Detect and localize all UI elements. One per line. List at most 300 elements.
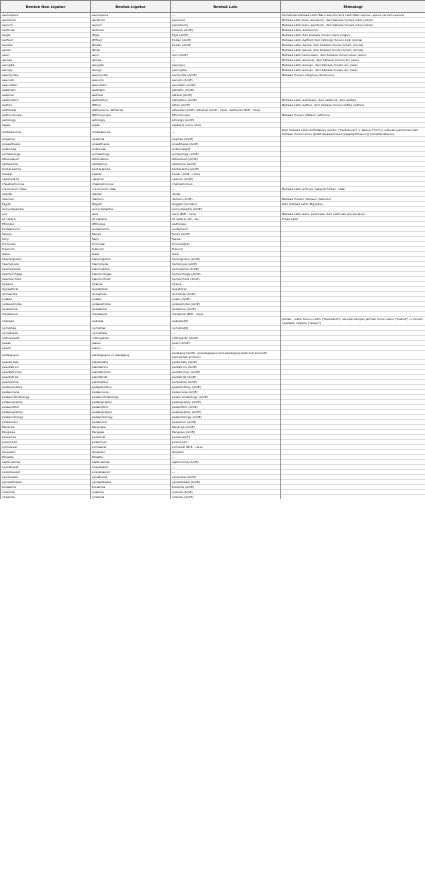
cell-ligature: pædiatrist: [91, 375, 171, 380]
cell-ligature: pædophile: [91, 380, 171, 385]
header-etymology[interactable]: Etimologi: [281, 1, 425, 13]
cell-other-form: hyena: [171, 282, 281, 287]
cell-non-ligature: aedicule: [1, 28, 91, 33]
cell-other-form: Eolian (AmE): [171, 38, 281, 43]
cell-etymology: Bahasa Latin baru aecidium, dari bahasa Yunani oikio (oikia): [281, 18, 425, 23]
cell-non-ligature: caesium[3]: [1, 177, 91, 182]
cell-non-ligature: Aeolian: [1, 43, 91, 48]
cell-other-form: paleocene (AmE): [171, 390, 281, 395]
table-row: [1, 128, 425, 137]
cell-other-form: Gaia: [171, 252, 281, 257]
cell-non-ligature: Eudaemonic: [1, 227, 91, 232]
cell-ligature: hæmophilia: [91, 267, 171, 272]
cell-non-ligature: primaeval: [1, 445, 91, 450]
cell-etymology: Bahasa Latin Aeolis, dari bahasa Yunani Aἰολίς (Aiolis): [281, 43, 425, 48]
cell-other-form: faerie: [171, 237, 281, 242]
cell-non-ligature: synaeresis: [1, 475, 91, 480]
cell-etymology: Bahasa Latin aera, perkiraan dari Latin æs (plural æra): [281, 212, 425, 217]
cell-ligature: hæmoglobin: [91, 257, 171, 262]
cell-ligature: hyæna: [91, 282, 171, 287]
cell-non-ligature: era: [1, 212, 91, 217]
cell-ligature: orthopædic: [91, 336, 171, 341]
cell-ligature: Pangæa: [91, 430, 171, 435]
cell-other-form: Eolian (AmE): [171, 43, 281, 48]
cell-ligature: palæolithic: [91, 405, 171, 410]
cell-non-ligature: bacteraemia: [1, 167, 91, 172]
cell-non-ligature: aeschynite: [1, 73, 91, 78]
cell-non-ligature: daedal: [1, 192, 91, 197]
table-body: [1, 13, 425, 500]
cell-non-ligature: haemorrhage: [1, 272, 91, 277]
cell-non-ligature: Pangaea: [1, 430, 91, 435]
cell-non-ligature: praemium: [1, 440, 91, 445]
cell-non-ligature: archaeology: [1, 152, 91, 157]
cell-non-ligature: judaeophobe: [1, 302, 91, 307]
cell-non-ligature: orthopaedic: [1, 336, 91, 341]
cell-ligature: Athenæum: [91, 157, 171, 162]
cell-ligature: septicæmia: [91, 460, 171, 465]
cell-other-form: eudemonic: [171, 227, 281, 232]
cell-non-ligature: nebulae: [1, 317, 91, 326]
cell-other-form: cesium (AmE): [171, 177, 281, 182]
cell-other-form: (aecidium): [171, 23, 281, 28]
cell-other-form: demon (AmE): [171, 197, 281, 202]
cell-non-ligature: palaeocene: [1, 390, 91, 395]
cell-non-ligature: paeon: [1, 346, 91, 351]
cell-non-ligature: nymphae: [1, 326, 91, 331]
cell-etymology: Bahasa Latin baru aecidium, dari bahasa Yunani oikio (oikia): [281, 23, 425, 28]
cell-non-ligature: aesthetic: [1, 88, 91, 93]
cell-other-form: nebulas[5]: [171, 317, 281, 326]
cell-non-ligature: Panacea: [1, 425, 91, 430]
cell-other-form: —: [171, 470, 281, 475]
cell-other-form: azotemia (AmE): [171, 162, 281, 167]
cell-other-form: chetophorous: [171, 182, 281, 187]
cell-other-form: hemolysis (AmE): [171, 262, 281, 267]
cell-other-form: paleobotany (AmE): [171, 385, 281, 390]
cell-etymology: Bahasa Latin lama aeon, dari bahasa Yunani αἰών (aion).: [281, 53, 425, 58]
cell-non-ligature: encyclopaedia: [1, 207, 91, 212]
cell-other-form: hemoglobin (AmE): [171, 257, 281, 262]
cell-other-form: et cetera, etc., &c.: [171, 217, 281, 222]
cell-ligature: Æther: [91, 103, 171, 108]
cell-etymology: Bahasa Latin artinya 'riwayat hidup', vitæ: [281, 187, 425, 192]
cell-other-form: —: [171, 346, 281, 351]
cell-other-form: primeval (BrE - rare): [171, 445, 281, 450]
cell-other-form: ischemia (AmE): [171, 292, 281, 297]
cell-ligature: personæ: [91, 435, 171, 440]
cell-ligature: pæon: [91, 346, 171, 351]
cell-non-ligature: Aegis: [1, 33, 91, 38]
cell-non-ligature: anaesthesia: [1, 142, 91, 147]
cell-non-ligature: paediatrist: [1, 375, 91, 380]
cell-non-ligature: palaeoclimatology: [1, 395, 91, 400]
cell-other-form: hypethral: [171, 287, 281, 292]
cell-ligature: nymphæa: [91, 331, 171, 336]
cell-etymology: Bahasa Latin aether, dari bahasa Yunani αἰθήρ (aither): [281, 103, 425, 108]
cell-ligature: pædiatrics: [91, 365, 171, 370]
cell-other-form: —: [171, 455, 281, 460]
cell-ligature: anæmia: [91, 137, 171, 142]
cell-other-form: archeology (AmE): [171, 152, 281, 157]
cell-non-ligature: haemorrhoid: [1, 277, 91, 282]
cell-non-ligature: ischaemia: [1, 292, 91, 297]
cell-ligature: palæontology: [91, 415, 171, 420]
cell-other-form: Panacea (AmE): [171, 425, 281, 430]
cell-other-form: eschynite (AmE): [171, 73, 281, 78]
cell-other-form: viremia (AmE): [171, 495, 281, 500]
cell-non-ligature: paediatrics: [1, 365, 91, 370]
header-ligature[interactable]: Bentuk Ligatur: [91, 1, 171, 13]
cell-ligature: hypæthral: [91, 287, 171, 292]
cell-other-form: Cesar (AmE - rare): [171, 172, 281, 177]
cell-other-form: feces (AmE): [171, 232, 281, 237]
cell-ligature: æstivation: [91, 98, 171, 103]
cell-other-form: formulas[4]: [171, 242, 281, 247]
cell-other-form: ether (AmE): [171, 103, 281, 108]
cell-ligature: hæmorrhage: [91, 272, 171, 277]
cell-other-form: nymphs[6]: [171, 326, 281, 331]
cell-other-form: Ethrioscope: [171, 113, 281, 118]
cell-etymology: Bahasa Latin aerosus, dari bahasa Yunani αἰς (aes): [281, 58, 425, 63]
cell-non-ligature: daemon: [1, 197, 91, 202]
cell-other-form: algas[1] (very rare): [171, 123, 281, 128]
cell-non-ligature: uraemia: [1, 490, 91, 495]
cell-other-form: —: [171, 465, 281, 470]
cell-non-ligature: toxaemia: [1, 485, 91, 490]
cell-non-ligature: palaeography: [1, 400, 91, 405]
cell-non-ligature: Aether: [1, 103, 91, 108]
cell-ligature: scarabæid: [91, 465, 171, 470]
cell-ligature: Ægypt: [91, 202, 171, 207]
cell-etymology: Bahasa Latin aerugo, dari bahasa Yunani αἰς (aes): [281, 68, 425, 73]
cell-non-ligature: chaetophorous: [1, 182, 91, 187]
cell-other-form: —: [171, 331, 281, 336]
cell-non-ligature: palaeobotany: [1, 385, 91, 390]
cell-ligature: viræmia: [91, 495, 171, 500]
cell-non-ligature: haemolysis: [1, 262, 91, 267]
cell-non-ligature: palaeontology: [1, 415, 91, 420]
cell-other-form: praemium: [171, 440, 281, 445]
cell-other-form: pederasty (AmE): [171, 360, 281, 365]
cell-non-ligature: aeciospore: [1, 13, 91, 18]
cell-ligature: Ælfred: [91, 38, 171, 43]
cell-etymology: Bahasa Yunani αἴθριον (athrion): [281, 113, 425, 118]
cell-other-form: esculin (AmE): [171, 78, 281, 83]
cell-other-form: paleoclimatology (AmE): [171, 395, 281, 400]
cell-other-form: Pangaea (AmE): [171, 430, 281, 435]
cell-other-form: Aethiopia: [171, 222, 281, 227]
header-other-form[interactable]: Bentuk Lain: [171, 1, 281, 13]
cell-ligature: færy: [91, 237, 171, 242]
cell-ligature: æthereal or ætherial: [91, 108, 171, 113]
cell-etymology: Bahasa Latin aestivare, dari aestivus, dari aestas: [281, 98, 425, 103]
cell-non-ligature: antennae: [1, 147, 91, 152]
cell-ligature: palæography: [91, 410, 171, 415]
cell-ligature: Æolis: [91, 48, 171, 53]
cell-ligature: palæoclimatology: [91, 395, 171, 400]
cell-non-ligature: ambilaevous: [1, 128, 91, 137]
cell-non-ligature: Aeolis: [1, 48, 91, 53]
cell-ligature: judæophobe: [91, 302, 171, 307]
cell-non-ligature: aerugo: [1, 68, 91, 73]
cell-ligature: æschynite: [91, 73, 171, 78]
cell-other-form: paleontology (AmE): [171, 415, 281, 420]
cell-non-ligature: scarabaeoid: [1, 470, 91, 475]
cell-other-form: antennas[2]: [171, 147, 281, 152]
cell-ligature: ærose: [91, 58, 171, 63]
cell-non-ligature: formulae: [1, 242, 91, 247]
cell-other-form: paleography (AmE): [171, 410, 281, 415]
cell-non-ligature: aesculetin: [1, 83, 91, 88]
cell-non-ligature: Ethiopia: [1, 222, 91, 227]
table-row: [1, 317, 425, 326]
cell-other-form: synesthesia (AmE): [171, 480, 281, 485]
cell-ligature: æsculin: [91, 78, 171, 83]
cell-non-ligature: paean: [1, 341, 91, 346]
cell-non-ligature: personae: [1, 435, 91, 440]
cell-other-form: pedagog (AmE), (paedagogue and paedagog exist but are both somewhat archaic): [171, 351, 281, 360]
cell-ligature: frænum: [91, 247, 171, 252]
cell-non-ligature: aeon: [1, 53, 91, 58]
cell-ligature: æsculetin: [91, 83, 171, 88]
cell-other-form: Questor: [171, 450, 281, 455]
cell-other-form: —: [171, 48, 281, 53]
cell-other-form: paleozoic (AmE): [171, 420, 281, 425]
cell-ligature: anæsthesia: [91, 142, 171, 147]
cell-ligature: Gæa: [91, 252, 171, 257]
cell-ligature: formulæ: [91, 242, 171, 247]
cell-non-ligature: haemoglobin: [1, 257, 91, 262]
cell-ligature: ambilævous: [91, 128, 171, 137]
cell-other-form: judeo (AmE): [171, 297, 281, 302]
cell-non-ligature: Aelfred: [1, 38, 91, 43]
cell-non-ligature: anaemia: [1, 137, 91, 142]
cell-ligature: dædal: [91, 192, 171, 197]
cell-other-form: —: [171, 58, 281, 63]
cell-ligature: hæmorrhoid: [91, 277, 171, 282]
cell-ligature: bacteræmia: [91, 167, 171, 172]
cell-ligature: eudæmonic: [91, 227, 171, 232]
cell-ligature: cæsium: [91, 177, 171, 182]
cell-ligature: hæmolysis: [91, 262, 171, 267]
cell-ligature: pædiatrician: [91, 370, 171, 375]
cell-non-ligature: aetiology: [1, 118, 91, 123]
cell-non-ligature: paedophile: [1, 380, 91, 385]
cell-other-form: pean (AmE): [171, 341, 281, 346]
cell-non-ligature: aestival: [1, 93, 91, 98]
cell-ligature: toxæmia: [91, 485, 171, 490]
cell-other-form: medieval (BrE - rare): [171, 312, 281, 317]
cell-non-ligature: nymphaea: [1, 331, 91, 336]
header-row: [1, 1, 425, 13]
cell-non-ligature: fairy: [1, 237, 91, 242]
cell-non-ligature: viraemia: [1, 495, 91, 500]
cell-ligature: synæresis: [91, 475, 171, 480]
cell-ligature: judæo: [91, 297, 171, 302]
table-row: [1, 495, 425, 500]
cell-ligature: ischæmia: [91, 292, 171, 297]
cell-ligature: leukæmia: [91, 307, 171, 312]
cell-ligature: præmium: [91, 440, 171, 445]
cell-ligature: pæderasty: [91, 360, 171, 365]
cell-non-ligature: pedagogue: [1, 351, 91, 360]
cell-ligature: fæces: [91, 232, 171, 237]
cell-non-ligature: judaeo: [1, 297, 91, 302]
cell-non-ligature: aesculin: [1, 78, 91, 83]
cell-non-ligature: septicaemia: [1, 460, 91, 465]
cell-ligature: dæmon: [91, 197, 171, 202]
cell-ligature: azotæmia: [91, 162, 171, 167]
cell-etymology: [281, 351, 425, 360]
cell-ligature: ærugo: [91, 68, 171, 73]
cell-ligature: Æthiopia: [91, 222, 171, 227]
cell-other-form: pediatrics (AmE): [171, 365, 281, 370]
cell-other-form: Aegypt (Archaic): [171, 202, 281, 207]
cell-ligature: encyclopædia: [91, 207, 171, 212]
cell-ligature: palæobotany: [91, 385, 171, 390]
cell-non-ligature: fraenum: [1, 247, 91, 252]
cell-non-ligature: aerose: [1, 58, 91, 63]
cell-other-form: Egis (AmE): [171, 33, 281, 38]
cell-ligature: primæval: [91, 445, 171, 450]
cell-non-ligature: hyaena: [1, 282, 91, 287]
cell-non-ligature: faeces: [1, 232, 91, 237]
cell-etymology: Jamak – Latin baru→ Latin ("berkabut"); serupa dengan Jerman kuno nebul ("kabut") → Yunani nephelē, nephos ("awan"): [281, 317, 425, 326]
cell-other-form: etiology (AmE): [171, 118, 281, 123]
cell-ligature: Æthrioscope: [91, 113, 171, 118]
cell-ligature: synæsthesia: [91, 480, 171, 485]
cell-other-form: aera (BrE - rare): [171, 212, 281, 217]
cell-ligature: æcium: [91, 23, 171, 28]
cell-etymology: Bahasa Yunani αἰσχύνω (aischuno): [281, 73, 425, 78]
cell-other-form: —: [171, 13, 281, 18]
cell-ligature: æra: [91, 212, 171, 217]
cell-non-ligature: scarabaeid: [1, 465, 91, 470]
cell-ligature: algæ: [91, 123, 171, 128]
cell-ligature: ædicule: [91, 28, 171, 33]
cell-other-form: judeophobe (AmE): [171, 302, 281, 307]
cell-etymology: Bahasa Latin Aeolis, dari bahasa Yunani Aἰολίς (Aiolis): [281, 48, 425, 53]
cell-etymology: Kombinasi bahasa Latin Baru aecium and Latin Baru spora—spore (acium+spore): [281, 13, 425, 18]
cell-other-form: ethereal (AmE), etherial (AmE - rare), aetherial (BrE - rare): [171, 108, 281, 113]
cell-etymology: Bahasa Latin Aelfred dari mitologi Yunani Aioli (Aiolis): [281, 38, 425, 43]
cell-ligature: ærugite: [91, 63, 171, 68]
cell-non-ligature: aecidium: [1, 18, 91, 23]
cell-non-ligature: synaesthesia: [1, 480, 91, 485]
cell-etymology: Dari bahasa Latin Ægyptus: [281, 202, 425, 207]
cell-etymology: Frase Latin: [281, 217, 425, 222]
cell-other-form: Frenum: [171, 247, 281, 252]
cell-ligature: nymphæ: [91, 326, 171, 331]
cell-ligature: Rhætia: [91, 455, 171, 460]
cell-other-form: paleolithic (AmE): [171, 405, 281, 410]
cell-etymology: Dari bahasa Latin ambilævus (ambi- ("keduanya") + lævus ("kiri")), sebuah perkamen dari bahasa Yunani kuno [[wikt:ἀμφαρίστερος|ἀμφαρίστερος]] (ampharisteros).: [281, 128, 425, 137]
cell-ligature: Ægis: [91, 33, 171, 38]
cell-other-form: orthopedic (AmE): [171, 336, 281, 341]
cell-non-ligature: paederasty: [1, 360, 91, 365]
cell-ligature: palæozoic: [91, 420, 171, 425]
cell-non-ligature: Caesar: [1, 172, 91, 177]
cell-ligature: Cæsar: [91, 172, 171, 177]
cell-non-ligature: azotaemia: [1, 162, 91, 167]
cell-other-form: hemophilia (AmE): [171, 267, 281, 272]
cell-non-ligature: curriculum vitae: [1, 187, 91, 192]
cell-etymology: Bahasa Latin aerugo, dari bahasa Yunani αἰς (aes): [281, 63, 425, 68]
cell-non-ligature: haemophilia: [1, 267, 91, 272]
cell-ligature: palæography: [91, 400, 171, 405]
cell-etymology: Bahasa Latin dari bahasa Yunani Aἰγίς (Aigis): [281, 33, 425, 38]
cell-non-ligature: mediaeval: [1, 312, 91, 317]
cell-other-form: —: [171, 128, 281, 137]
cell-other-form: toxemia (AmE): [171, 485, 281, 490]
cell-ligature: pædagogue or pædagog: [91, 351, 171, 360]
cell-ligature: archæology: [91, 152, 171, 157]
cell-non-ligature: Rhaetia: [1, 455, 91, 460]
cell-other-form: anesthesia (AmE): [171, 142, 281, 147]
cell-non-ligature: hypaethral: [1, 287, 91, 292]
cell-non-ligature: Athenaeum: [1, 157, 91, 162]
cell-other-form: leukemia (AmE): [171, 307, 281, 312]
cell-etymology: Bahasa Latin aediculum: [281, 28, 425, 33]
cell-other-form: anemia (AmE): [171, 137, 281, 142]
cell-other-form: —: [171, 187, 281, 192]
cell-non-ligature: paediatrician: [1, 370, 91, 375]
cell-other-form: uremia (AmE): [171, 490, 281, 495]
cell-non-ligature: leukaemia: [1, 307, 91, 312]
cell-ligature: antennæ: [91, 147, 171, 152]
cell-ligature: Quæstor: [91, 450, 171, 455]
cell-non-ligature: palaeolithic: [1, 405, 91, 410]
cell-other-form: hemorrhage (AmE): [171, 272, 281, 277]
cell-ligature: palæocene: [91, 390, 171, 395]
cell-other-form: (aerugo): [171, 63, 281, 68]
cell-ligature: æstival: [91, 93, 171, 98]
cell-non-ligature: Gaea: [1, 252, 91, 257]
cell-ligature: nebulæ: [91, 317, 171, 326]
cell-other-form: eon (AmE): [171, 53, 281, 58]
cell-ligature: pæan: [91, 341, 171, 346]
cell-ligature: Æolian: [91, 43, 171, 48]
cell-other-form: personas[7]: [171, 435, 281, 440]
cell-non-ligature: algae: [1, 123, 91, 128]
cell-non-ligature: palaeography: [1, 410, 91, 415]
table-row: [1, 351, 425, 360]
cell-other-form: septicemia (AmE): [171, 460, 281, 465]
cell-ligature: uræmia: [91, 490, 171, 495]
cell-non-ligature: aecium: [1, 23, 91, 28]
header-non-ligature[interactable]: Bentuk Non Ligatur: [1, 1, 91, 13]
cell-etymology: Bahasa Yunani: δαίμων (daimon): [281, 197, 425, 202]
cell-other-form: bacteremia (AmE): [171, 167, 281, 172]
cell-ligature: et cætera: [91, 217, 171, 222]
cell-other-form: esthetic (AmE): [171, 88, 281, 93]
cell-non-ligature: aestivation: [1, 98, 91, 103]
cell-ligature: curriculum vitæ: [91, 187, 171, 192]
cell-other-form: Atheneum (AmE): [171, 157, 281, 162]
cell-other-form: estival (AmE): [171, 93, 281, 98]
cell-other-form: syneresis (AmE): [171, 475, 281, 480]
cell-ligature: mediæval: [91, 312, 171, 317]
cell-other-form: pediatrist (AmE): [171, 375, 281, 380]
cell-ligature: scarabæoid: [91, 470, 171, 475]
cell-ligature: æsthetic: [91, 88, 171, 93]
cell-other-form: (aerugite): [171, 68, 281, 73]
cell-ligature: æon: [91, 53, 171, 58]
cell-non-ligature: aethereal: [1, 108, 91, 113]
cell-non-ligature: Egypt: [1, 202, 91, 207]
cell-ligature: chætophorous: [91, 182, 171, 187]
